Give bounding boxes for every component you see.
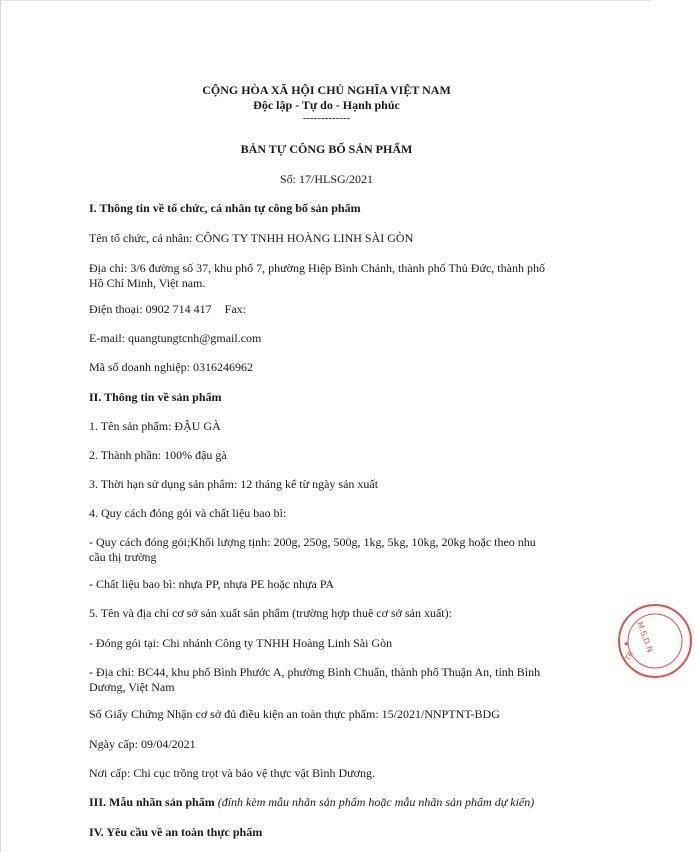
motto: Độc lập - Tự do - Hạnh phúc [253,98,400,112]
org-name: Tên tổ chức, cá nhân: CÔNG TY TNHH HOÀNG LINH SÀI GÒN [89,231,414,245]
stamp-inner-ring [628,614,682,668]
section-3-note: (đính kèm mẫu nhãn sản phẩm hoặc mẫu nhãn sản phẩm dự kiến) [217,795,535,809]
section-2-heading: II. Thông tin về sản phẩm [89,390,222,404]
certificate-issue-date: Ngày cấp: 09/04/2021 [89,737,196,751]
packed-at: - Đóng gói tại: Chi nhánh Công ty TNHH Hoàng Linh Sài Gòn [89,636,393,650]
company-stamp [615,601,695,681]
section-3-heading: III. Mẫu nhãn sản phẩm [89,795,215,809]
safety-certificate: Số Giấy Chứng Nhận cơ sở đủ điều kiện an toàn thực phẩm: 15/2021/NNPTNT-BDG [89,707,500,721]
stamp-outer-ring [619,605,691,677]
org-phone [89,302,246,317]
product-packaging: 4. Quy cách đóng gói và chất liệu bao bì: [89,506,287,520]
product-shelf-life: 3. Thời hạn sử dụng sản phẩm: 12 tháng kể từ ngày sản xuất [89,477,379,491]
packaging-spec: - Quy cách đóng gói;Khối lượng tịnh: 200g, 250g, 500g, 1kg, 5kg, 10kg, 20kg hoặc theo nhu cầu thị trường [89,535,536,564]
country-heading: CỘNG HÒA XÃ HỘI CHỦ NGHĨA VIỆT NAM [202,83,451,97]
section-4-heading: IV. Yêu cầu về an toàn thực phẩm [89,825,263,839]
section-1-heading: I. Thông tin về tổ chức, cá nhân tự công bố sản phẩm [89,201,361,215]
producer-address: - Địa chỉ: BC44, khu phố Bình Phước A, phường Bình Chuẩn, thành phố Thuận An, tỉnh Bình Dương, Việt Nam [89,665,541,694]
document-number: Số: 17/HLSG/2021 [279,172,373,186]
product-ingredients: 2. Thành phần: 100% đậu gà [89,448,227,462]
stamp-text-2: TP. [623,649,636,662]
document-title: BẢN TỰ CÔNG BỐ SẢN PHẨM [240,142,413,156]
phone-value: Điện thoại: 0902 714 417 [89,302,212,316]
producer-info: 5. Tên và địa chỉ cơ sở sản xuất sản phẩm (trường hợp thuê cơ sở sản xuất): [89,606,452,620]
product-name: 1. Tên sản phẩm: ĐẬU GÀ [89,419,221,433]
stamp-star: ★ [623,640,630,648]
org-tax-code: Mã số doanh nghiệp: 0316246962 [89,360,253,374]
stamp-text: M.S.D.N [635,620,655,654]
packaging-material: - Chất liệu bao bì: nhựa PP, nhựa PE hoặc nhựa PA [89,577,335,591]
fax-value: Fax: [224,302,246,316]
certificate-issuer: Nơi cấp: Chi cục trồng trọt và bảo vệ thực vật Bình Dương. [89,766,375,780]
org-email: E-mail: quangtungtcnh@gmail.com [89,331,262,345]
motto-rule: ------------- [302,112,351,124]
org-address: Địa chỉ: 3/6 đường số 37, khu phố 7, phường Hiệp Bình Chánh, thành phố Thủ Đức, thành phố Hồ Chí Minh, Việt nam. [89,261,545,290]
section-3-line [89,795,534,810]
